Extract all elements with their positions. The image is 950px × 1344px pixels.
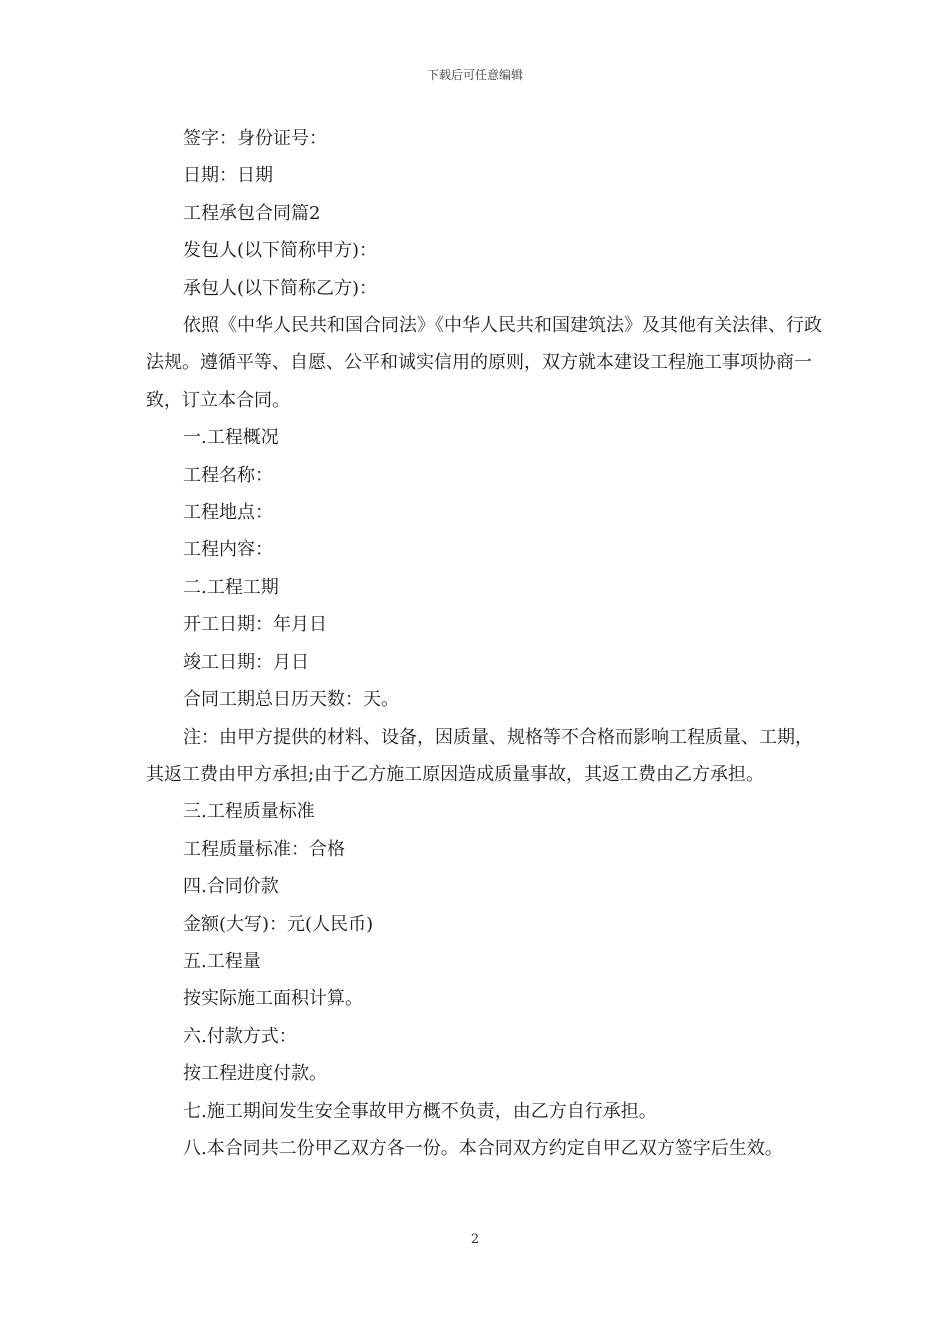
section-heading-2: 二.工程工期 <box>183 576 279 598</box>
section-heading-5: 五.工程量 <box>183 950 261 972</box>
contract-title: 工程承包合同篇2 <box>183 202 321 224</box>
project-name-line: 工程名称： <box>183 464 273 486</box>
section-heading-1: 一.工程概况 <box>183 427 279 449</box>
document-body <box>146 120 826 1167</box>
party-a-line: 发包人(以下简称甲方)： <box>183 240 378 262</box>
signature-line: 签字：身份证号： <box>183 128 327 149</box>
payment-line: 按工程进度付款。 <box>183 1063 327 1085</box>
preamble-paragraph: 依照《中华人民共和国合同法》《中华人民共和国建筑法》及其他有关法律、行政法规。遵循平等、自愿、公平和诚实信用的原则，双方就本建设工程施工事项协商一致，订立本合同。 <box>146 315 822 411</box>
date-line: 日期：日期 <box>183 165 273 187</box>
total-days-line: 合同工期总日历天数：天。 <box>183 689 399 711</box>
page-number: 2 <box>470 1232 480 1247</box>
project-content-line: 工程内容： <box>183 539 273 561</box>
section-heading-4: 四.合同价款 <box>183 876 279 898</box>
note-paragraph: 注：由甲方提供的材料、设备，因质量、规格等不合格而影响工程质量、工期，其返工费由甲方承担;由于乙方施工原因造成质量事故，其返工费由乙方承担。 <box>146 726 813 785</box>
amount-line: 金额(大写)：元(人民币) <box>183 913 374 935</box>
section-heading-8: 八.本合同共二份甲乙双方各一份。本合同双方约定自甲乙双方签字后生效。 <box>183 1137 783 1159</box>
section-heading-3: 三.工程质量标准 <box>183 801 315 823</box>
project-location-line: 工程地点： <box>183 502 273 524</box>
completion-date-line: 竣工日期：月日 <box>183 651 309 673</box>
quantity-line: 按实际施工面积计算。 <box>183 988 363 1010</box>
party-b-line: 承包人(以下简称乙方)： <box>183 277 378 299</box>
section-heading-6: 六.付款方式： <box>183 1025 297 1047</box>
quality-standard-line: 工程质量标准：合格 <box>183 838 345 860</box>
page-header: 下载后可任意编辑 <box>426 68 523 82</box>
start-date-line: 开工日期：年月日 <box>183 614 327 636</box>
section-heading-7: 七.施工期间发生安全事故甲方概不负责，由乙方自行承担。 <box>183 1100 657 1122</box>
